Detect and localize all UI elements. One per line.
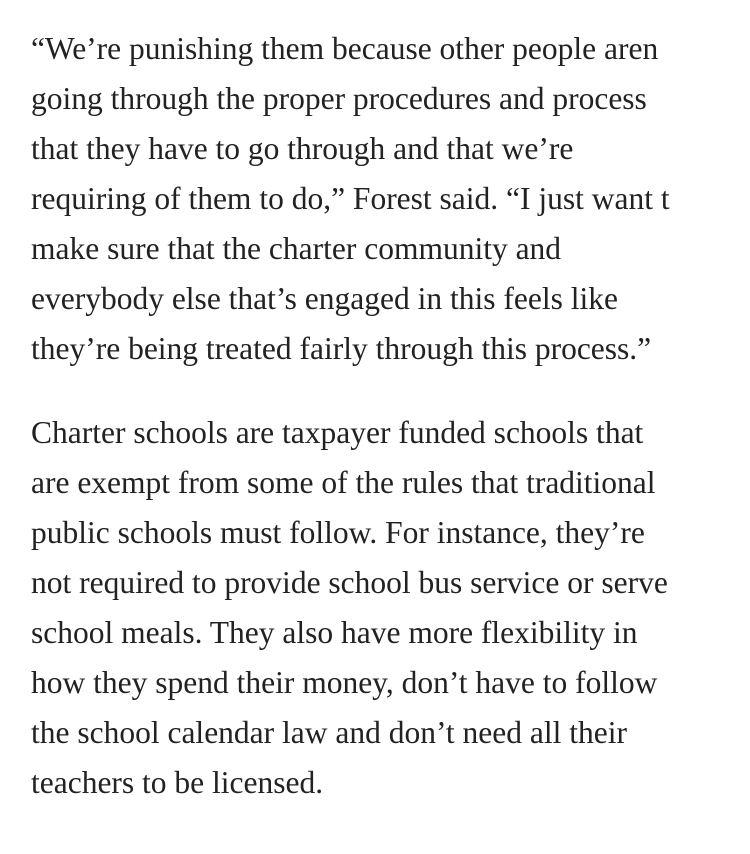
quote-paragraph	[31, 24, 750, 374]
paragraph-line: that they have to go through and that we’re	[31, 131, 574, 166]
article-body	[31, 24, 750, 808]
paragraph-line: school meals. They also have more flexibility in	[31, 615, 638, 650]
body-paragraph	[31, 408, 750, 808]
paragraph-line: everybody else that’s engaged in this feels like	[31, 281, 618, 316]
paragraph-line: are exempt from some of the rules that traditional	[31, 465, 656, 500]
paragraph-line: teachers to be licensed.	[31, 765, 324, 800]
paragraph-line: “We’re punishing them because other people aren	[31, 31, 659, 66]
paragraph-line: the school calendar law and don’t need all their	[31, 715, 627, 750]
paragraph-line: make sure that the charter community and	[31, 231, 562, 266]
paragraph-line: they’re being treated fairly through this process.”	[31, 331, 652, 366]
paragraph-line: public schools must follow. For instance, they’re	[31, 515, 645, 550]
paragraph-line: not required to provide school bus service or serve	[31, 565, 668, 600]
paragraph-line: how they spend their money, don’t have to follow	[31, 665, 658, 700]
paragraph-line: going through the proper procedures and process	[31, 81, 647, 116]
paragraph-line: requiring of them to do,” Forest said. “I just want t	[31, 181, 670, 216]
paragraph-line: Charter schools are taxpayer funded schools that	[31, 415, 644, 450]
